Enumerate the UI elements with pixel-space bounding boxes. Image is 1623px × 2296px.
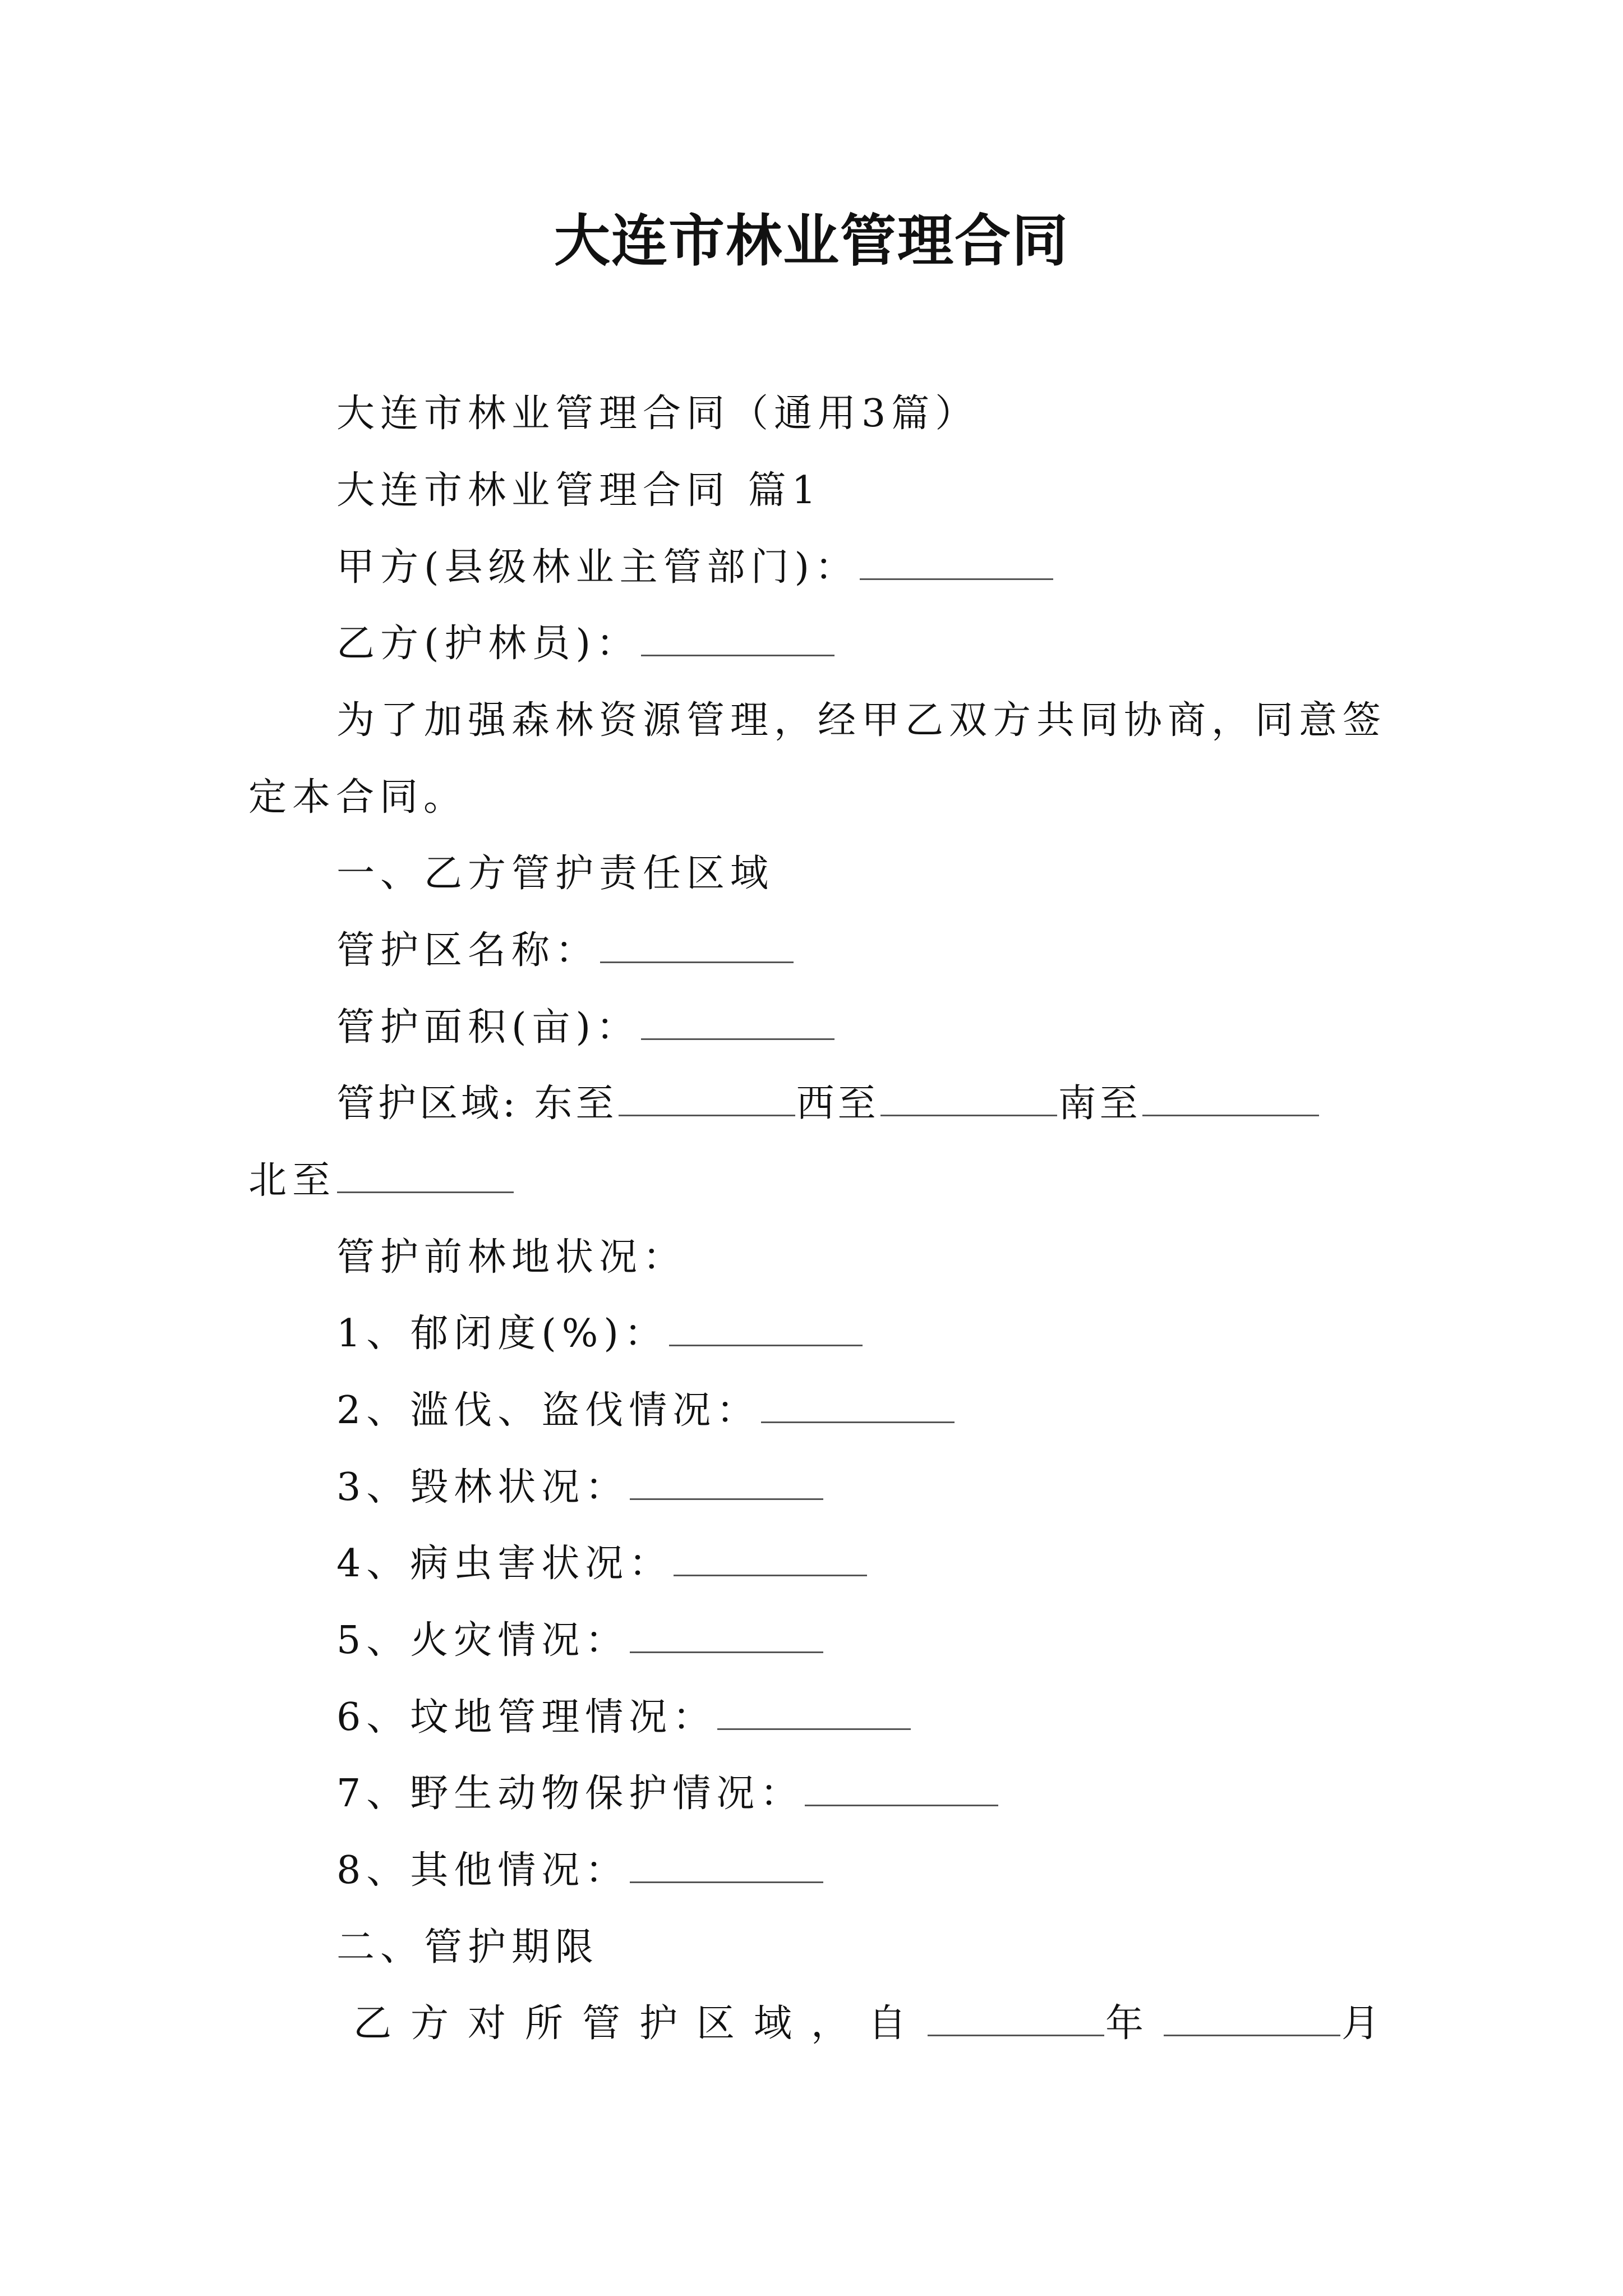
party-a-label: 甲方(县级林业主管部门)： [336,545,859,590]
west-blank [880,1081,1057,1116]
status-item-label: 5、火灾情况： [336,1618,629,1663]
clause-1-heading: 一、乙方管护责任区域 [336,852,774,896]
status-item-3 [336,1460,824,1516]
pre-status-label: 管护前林地状况： [336,1235,687,1280]
year-label: 年 [1105,2001,1163,2046]
status-item-7 [336,1766,999,1822]
status-item-1 [336,1306,864,1362]
intro-line-1: 为了加强森林资源管理，经甲乙双方共同协商，同意签 [336,698,1387,743]
east-label: 东至 [534,1082,617,1126]
area-size-line [336,1000,836,1056]
south-label: 南至 [1058,1082,1141,1126]
party-a-blank [860,545,1053,580]
area-name-blank [600,928,794,963]
term-line [353,1996,1399,2052]
north-line [248,1153,515,1209]
status-item-blank [717,1695,911,1730]
status-item-label: 2、滥伐、盗伐情况： [336,1388,760,1433]
document-subtitle: 大连市林业管理合同（通用3篇） [336,392,979,436]
area-size-label: 管护面积(亩)： [336,1005,640,1050]
status-item-blank [674,1541,867,1576]
area-name-label: 管护区名称： [336,928,600,973]
term-text: 乙方对所管护区域，自 [353,2001,926,2046]
status-item-5 [336,1613,824,1669]
area-bounds-line [336,1076,1320,1132]
status-item-blank [761,1388,955,1423]
month-label: 月 [1341,2001,1399,2046]
section-heading: 大连市林业管理合同 篇1 [336,468,822,513]
status-item-4 [336,1536,868,1592]
area-name-line [336,923,795,979]
status-item-label: 7、野生动物保护情况： [336,1772,804,1816]
intro-line-2: 定本合同。 [248,775,468,820]
north-label: 北至 [248,1158,336,1203]
north-blank [337,1158,514,1193]
status-item-blank [669,1311,863,1346]
status-item-blank [630,1848,823,1883]
status-item-6 [336,1690,912,1746]
south-blank [1142,1081,1319,1116]
party-b-line [336,616,836,672]
area-size-blank [641,1005,834,1040]
party-b-label: 乙方(护林员)： [336,622,640,666]
document-title: 大连市林业管理合同 [554,208,1069,274]
year-blank [928,2001,1104,2036]
party-a-line [336,540,1054,596]
status-item-8 [336,1843,824,1899]
west-label: 西至 [796,1082,879,1126]
status-item-2 [336,1383,956,1439]
status-item-blank [630,1618,823,1653]
status-item-label: 6、坟地管理情况： [336,1695,717,1740]
status-item-label: 4、病虫害状况： [336,1542,673,1586]
status-item-label: 1、郁闭度(%)： [336,1312,668,1356]
month-blank [1164,2001,1340,2036]
area-bounds-label: 管护区域: [336,1082,519,1126]
status-item-label: 8、其他情况： [336,1848,629,1893]
status-item-label: 3、毁林状况： [336,1465,629,1510]
status-item-blank [630,1465,823,1500]
party-b-blank [641,621,834,656]
east-blank [619,1081,795,1116]
status-item-blank [805,1771,998,1806]
clause-2-heading: 二、管护期限 [336,1925,600,1970]
